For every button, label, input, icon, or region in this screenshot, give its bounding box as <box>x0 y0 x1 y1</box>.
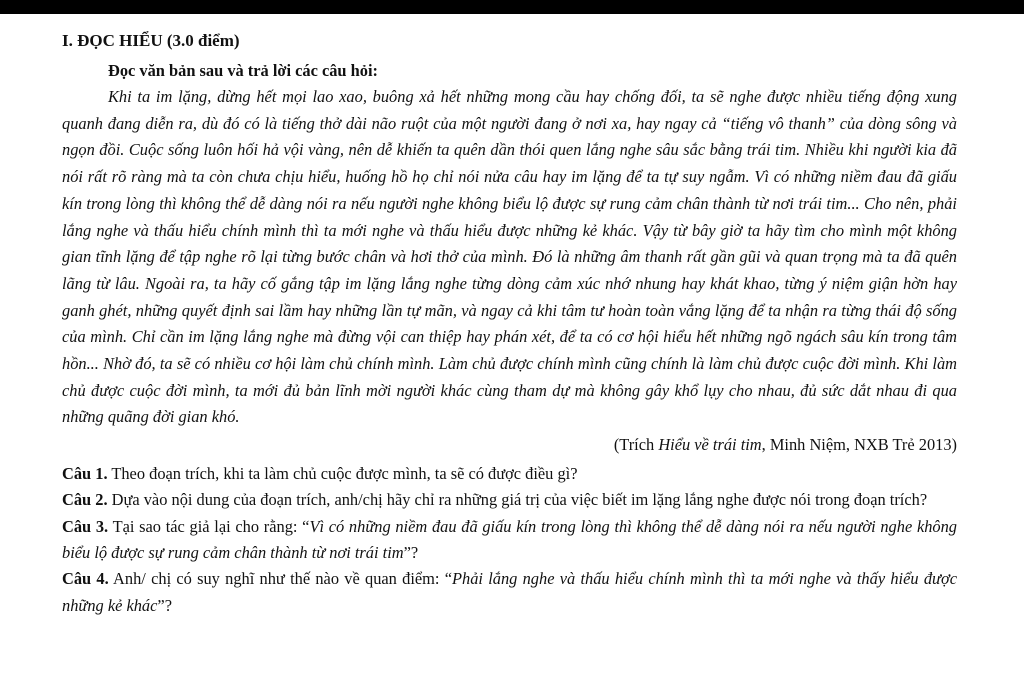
question-3-text-before: Tại sao tác giả lại cho rằng: “ <box>108 516 310 536</box>
question-3-quote: Vì có những niềm đau đã giấu kín trong lòng thì không thể dễ dàng nói ra nếu người nghe không biểu lộ được sự rung cảm chân thành từ nơi trái tim <box>62 516 957 563</box>
question-4-text-after: ”? <box>157 595 172 615</box>
question-3 <box>62 514 957 567</box>
reading-instruction: Đọc văn bản sau và trả lời các câu hỏi: <box>108 61 378 80</box>
source-suffix: , Minh Niệm, NXB Trẻ 2013) <box>761 435 957 455</box>
question-4-text-before: Anh/ chị có suy nghĩ như thế nào về quan điểm: “ <box>108 569 452 589</box>
question-2 <box>62 487 957 513</box>
question-1 <box>62 461 957 487</box>
reading-passage: Khi ta im lặng, dừng hết mọi lao xao, buông xả hết những mong cầu hay chống đối, ta sẽ nghe được nhiều tiếng động xung quanh đang diễn ra, dù đó có là tiếng thở dài não ruột của một người đang ở nơi xa, hay ngay cả “tiếng vô thanh” của dòng sông và ngọn đồi. Cuộc sống luôn hối hả vội vàng, nên dễ khiến ta quên dần thói quen lắng nghe sâu sắc bằng trái tim. Nhiều khi người kia đã nói rất rõ ràng mà ta còn chưa chịu hiểu, huống hồ họ chỉ nói nửa câu hay im lặng để ta tự suy ngẫm. Vì có những niềm đau đã giấu kín trong lòng thì không thể dễ dàng nói ra nếu người nghe không biểu lộ được sự rung cảm chân thành từ nơi trái tim... Cho nên, phải lắng nghe và thấu hiểu chính mình thì ta mới nghe và thấu hiểu được những kẻ khác. Vậy từ bây giờ ta hãy tìm cho mình một không gian tĩnh lặng để tập nghe rõ lại từng bước chân và hơi thở của mình. Đó là những âm thanh rất gần gũi và quan trọng mà ta đã quên lãng từ lâu. Ngoài ra, ta hãy cố gắng tập im lặng lắng nghe từng dòng cảm xúc nhớ nhung hay khát khao, từng ý niệm giận hờn hay ganh ghét, những quyết định sai lầm hay những lần tự mãn, và ngay cả khi tâm tư hoàn toàn vắng lặng để ta nhận ra từng thái độ sống của mình. Chỉ cần im lặng lắng nghe mà đừng vội can thiệp hay phán xét, để ta có cơ hội hiểu hết những ngõ ngách sâu kín trong tâm hồn... Nhờ đó, ta sẽ có nhiều cơ hội làm chủ chính mình. Làm chủ được chính mình cũng chính là làm chủ được cuộc đời mình. Khi làm chủ được cuộc đời mình, ta mới đủ bản lĩnh mời người khác cùng tham dự mà không gây khổ lụy cho nhau, đủ sức dắt nhau đi qua những quãng đời gian khó. <box>62 87 957 427</box>
question-3-label: Câu 3. <box>62 516 109 536</box>
question-2-text: Dựa vào nội dung của đoạn trích, anh/chị hãy chỉ ra những giá trị của việc biết im lặng lắng nghe được nói trong đoạn trích? <box>107 490 928 510</box>
document-page <box>62 28 957 619</box>
question-4 <box>62 566 957 619</box>
top-edge-bar <box>0 0 1024 14</box>
passage-source <box>62 432 957 458</box>
source-work-title: Hiểu về trái tim <box>658 435 762 455</box>
question-4-quote: Phải lắng nghe và thấu hiểu chính mình thì ta mới nghe và thấy hiểu được những kẻ khác <box>62 569 957 615</box>
question-2-label: Câu 2. <box>62 490 108 510</box>
question-4-label: Câu 4. <box>62 569 109 589</box>
source-prefix: (Trích <box>613 435 659 455</box>
section-title: I. ĐỌC HIỂU (3.0 điểm) <box>62 31 240 50</box>
question-1-label: Câu 1. <box>62 464 108 484</box>
question-1-text: Theo đoạn trích, khi ta làm chủ cuộc được mình, ta sẽ có được điều gì? <box>107 464 578 484</box>
question-3-text-after: ”? <box>403 543 419 563</box>
